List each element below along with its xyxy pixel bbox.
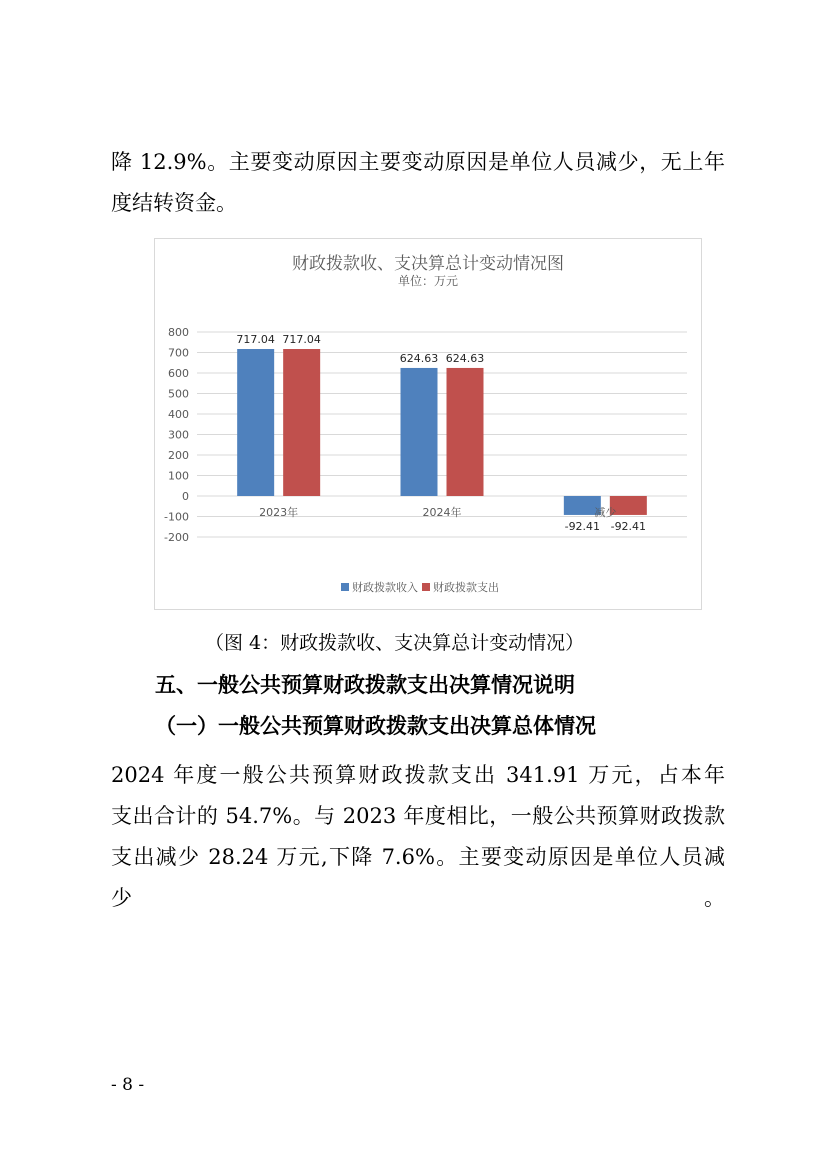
y-tick-label: 400 (168, 408, 189, 421)
paragraph-2-line-3: 支出减少 28.24 万元,下降 7.6%。主要变动原因是单位人员减少。 (111, 845, 725, 910)
x-tick-label: 减少 (594, 506, 617, 519)
y-tick-label: 300 (168, 428, 189, 442)
figure-caption: （图 4：财政拨款收、支决算总计变动情况） (205, 632, 585, 654)
chart-svg (155, 239, 701, 609)
y-tick-label: 0 (182, 490, 189, 503)
paragraph-1-line-2: 度结转资金。 (111, 191, 237, 215)
legend-swatch (422, 583, 430, 591)
x-tick-label: 2023年 (259, 506, 299, 519)
paragraph-2-line-2: 支出合计的 54.7%。与 2023 年度相比，一般公共预算财政拨款 (111, 804, 725, 828)
bar-chart (154, 238, 702, 610)
y-tick-label: 500 (168, 387, 189, 401)
bar (237, 349, 274, 496)
data-label: 717.04 (282, 333, 321, 347)
bar (447, 368, 484, 496)
chart-subtitle: 单位：万元 (397, 274, 459, 288)
y-tick-label: 200 (168, 449, 189, 462)
y-tick-label: 800 (168, 326, 189, 339)
data-label: -92.41 (564, 519, 601, 533)
y-tick-label: 700 (168, 346, 189, 360)
bar (401, 368, 438, 496)
y-tick-label: 600 (168, 367, 189, 380)
data-label: 624.63 (445, 351, 485, 365)
page-number: - 8 - (111, 1075, 145, 1095)
y-tick-label: -200 (164, 531, 189, 544)
legend-label: 财政拨款支出 (433, 581, 499, 594)
x-tick-label: 2024年 (422, 506, 462, 519)
legend-label: 财政拨款收入 (352, 581, 418, 594)
y-tick-label: 100 (168, 469, 189, 483)
y-tick-label: -100 (164, 510, 189, 524)
legend-swatch (341, 583, 349, 591)
paragraph-1-line-1: 降 12.9%。主要变动原因主要变动原因是单位人员减少，无上年 (111, 150, 725, 174)
subsection-heading: （一）一般公共预算财政拨款支出决算总体情况 (155, 714, 596, 738)
data-label: 624.63 (399, 351, 439, 365)
chart-title: 财政拨款收、支决算总计变动情况图 (292, 254, 564, 274)
paragraph-2-line-1: 2024 年度一般公共预算财政拨款支出 341.91 万元，占本年 (111, 763, 725, 787)
data-label: 717.04 (236, 333, 275, 347)
bar (283, 349, 320, 496)
data-label: -92.41 (610, 519, 647, 533)
section-heading: 五、一般公共预算财政拨款支出决算情况说明 (155, 673, 575, 697)
